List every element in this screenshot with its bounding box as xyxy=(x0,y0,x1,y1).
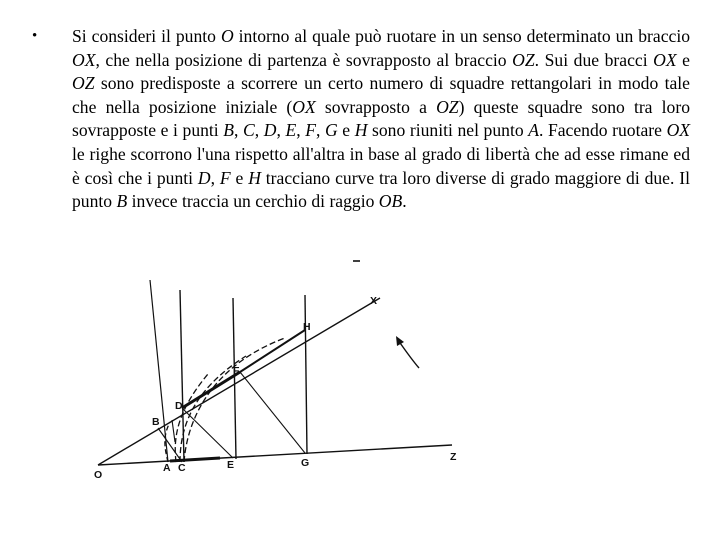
text-run: , xyxy=(234,120,244,141)
text-run: invece traccia un cerchio di raggio xyxy=(127,191,379,212)
italic-symbol: OZ xyxy=(72,73,95,94)
italic-symbol: OX xyxy=(72,49,96,70)
text-run: , xyxy=(254,120,264,141)
italic-symbol: F xyxy=(219,167,231,188)
text-run: ) queste squadre sono tra loro sovrapposte e i punti xyxy=(72,96,690,141)
label-d: D xyxy=(175,400,183,412)
text-run: sovrapposto a xyxy=(315,96,437,117)
italic-symbol: F xyxy=(305,120,316,141)
text-run: . xyxy=(402,191,407,212)
label-a: A xyxy=(163,462,171,474)
rotation-arrowhead xyxy=(396,336,404,346)
ruler-g xyxy=(305,295,307,454)
arm-oz xyxy=(98,445,452,465)
bullet-marker: • xyxy=(32,28,38,44)
italic-symbol: OZ xyxy=(512,49,535,70)
text-run: intorno al quale può ruotare in un senso determinato un braccio xyxy=(233,26,690,46)
ruler-e xyxy=(233,298,236,459)
italic-symbol: O xyxy=(220,26,234,46)
arm-ox xyxy=(98,298,380,465)
text-run: le righe scorrono l'una rispetto all'altra in base al grado di libertà che ad esse rimane ed è così che i punti xyxy=(72,143,690,188)
label-g: G xyxy=(301,457,310,469)
ruler-c xyxy=(180,290,184,462)
perp-short xyxy=(172,420,175,442)
italic-symbol: H xyxy=(248,167,261,188)
mechanism-diagram xyxy=(80,250,500,490)
italic-symbol: E xyxy=(285,120,297,141)
rotation-arrow xyxy=(398,340,419,368)
italic-symbol: C xyxy=(243,120,255,141)
text-run: e xyxy=(230,167,249,188)
text-run: , che nella posizione di partenza è sovrapposto al braccio xyxy=(95,49,513,70)
text-run: . Sui due bracci xyxy=(534,49,654,70)
bullet-item xyxy=(30,25,690,214)
label-z: Z xyxy=(450,451,457,463)
text-run: e xyxy=(337,120,355,141)
paragraph xyxy=(72,25,690,214)
text-run: . Facendo ruotare xyxy=(538,120,667,141)
italic-symbol: OZ xyxy=(436,96,459,117)
slide-text xyxy=(30,25,690,214)
geometry-figure xyxy=(80,250,500,490)
text-run: Si consideri il punto xyxy=(72,26,221,46)
label-e: E xyxy=(227,459,235,471)
segment-a-e xyxy=(170,458,220,461)
label-o: O xyxy=(94,469,103,481)
italic-symbol: B xyxy=(223,120,235,141)
label-x: X xyxy=(370,295,378,307)
text-run: , xyxy=(316,120,325,141)
label-c: C xyxy=(178,462,186,474)
text-run: , xyxy=(210,167,220,188)
italic-symbol: D xyxy=(197,167,211,188)
segment-f-h xyxy=(240,330,305,372)
italic-symbol: OX xyxy=(292,96,316,117)
label-f: F xyxy=(233,365,240,377)
perp-b-c xyxy=(158,428,182,462)
label-h: H xyxy=(303,321,311,333)
italic-symbol: OX xyxy=(666,120,691,141)
text-run: , xyxy=(296,120,306,141)
text-run: e xyxy=(676,49,690,70)
text-run: tracciano curve tra loro diverse di grado maggiore di due. Il punto xyxy=(72,167,690,212)
italic-symbol: A xyxy=(528,120,539,141)
perp-f-g xyxy=(240,372,305,453)
italic-symbol: D xyxy=(263,120,277,141)
text-run: sono predisposte a scorrere un certo numero di squadre rettangolari in modo tale che nella posizione iniziale ( xyxy=(72,73,690,117)
italic-symbol: B xyxy=(116,191,128,212)
text-run: , xyxy=(276,120,286,141)
text-run: sono riuniti nel punto xyxy=(367,120,529,141)
italic-symbol: OB xyxy=(378,191,403,212)
italic-symbol: G xyxy=(325,120,338,141)
italic-symbol: OX xyxy=(653,49,677,70)
italic-symbol: H xyxy=(354,120,368,141)
label-b: B xyxy=(152,416,160,428)
